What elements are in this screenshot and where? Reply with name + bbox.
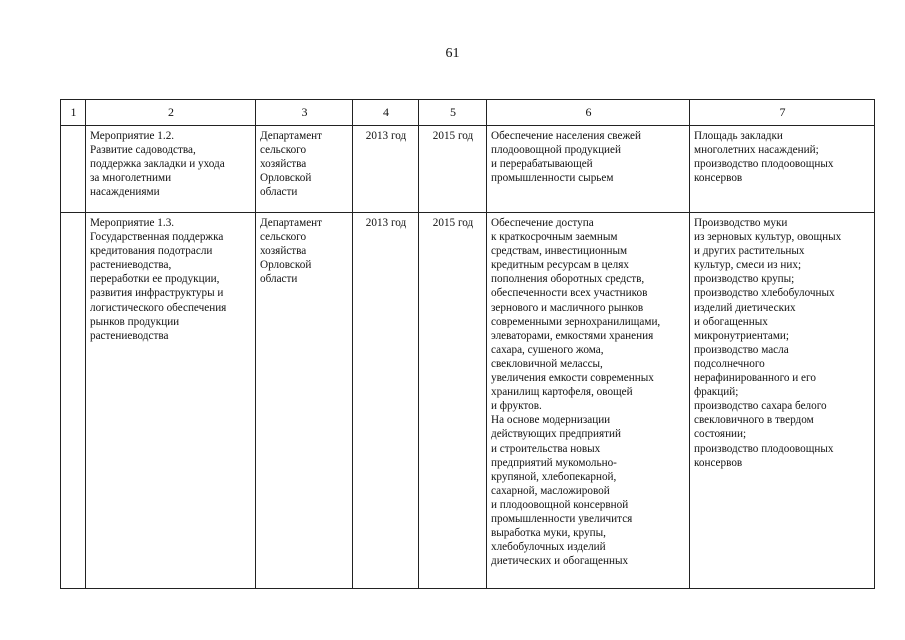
header-col-1: 1: [61, 100, 86, 126]
row-number-cell: [61, 213, 86, 589]
executor-cell: Департамент сельского хозяйства Орловской области: [256, 126, 353, 213]
expected-result-cell: Обеспечение населения свежей плодоовощной продукцией и перерабатывающей промышленности сырьем: [487, 126, 690, 213]
table-row: [61, 126, 875, 213]
start-year-cell: 2013 год: [353, 126, 419, 213]
header-col-3: 3: [256, 100, 353, 126]
end-year-cell: 2015 год: [419, 213, 487, 589]
indicator-cell: Площадь закладки многолетних насаждений; производство плодоовощных консервов: [690, 126, 875, 213]
header-col-5: 5: [419, 100, 487, 126]
header-col-7: 7: [690, 100, 875, 126]
expected-result-cell: Обеспечение доступа к краткосрочным заемным средствам, инвестиционным кредитным ресурсам в целях пополнения оборотных средств, обеспеченности всех участников зернового и масличного рынков современными зернохранилищами, элеваторами, емкостями хранения сахара, сушеного жома, свекловичной мелассы, увеличения емкости современных хранилищ картофеля, овощей и фруктов. На основе модернизации действующих предприятий и строительства новых предприятий мукомольно- крупяной, хлебопекарной, сахарной, масложировой и плодоовощной консервной промышленности увеличится выработка муки, крупы, хлебобулочных изделий диетических и обогащенных: [487, 213, 690, 589]
header-row: [61, 100, 875, 126]
executor-cell: Департамент сельского хозяйства Орловской области: [256, 213, 353, 589]
header-col-6: 6: [487, 100, 690, 126]
row-number-cell: [61, 126, 86, 213]
measure-name-cell: Мероприятие 1.2. Развитие садоводства, поддержка закладки и ухода за многолетними насаждениями: [86, 126, 256, 213]
measure-name-cell: Мероприятие 1.3. Государственная поддержка кредитования подотрасли растениеводства, переработки ее продукции, развития инфраструктуры и логистического обеспечения рынков продукции растениеводства: [86, 213, 256, 589]
start-year-cell: 2013 год: [353, 213, 419, 589]
header-col-2: 2: [86, 100, 256, 126]
table-row: [61, 213, 875, 589]
program-table: [60, 99, 875, 589]
indicator-cell: Производство муки из зерновых культур, овощных и других растительных культур, смеси из них; производство крупы; производство хлебобулочных изделий диетических и обогащенных микронутриентами; производство масла подсолнечного нерафинированного и его фракций; производство сахара белого свекловичного в твердом состоянии; производство плодоовощных консервов: [690, 213, 875, 589]
header-col-4: 4: [353, 100, 419, 126]
end-year-cell: 2015 год: [419, 126, 487, 213]
page-number: 61: [445, 46, 460, 61]
